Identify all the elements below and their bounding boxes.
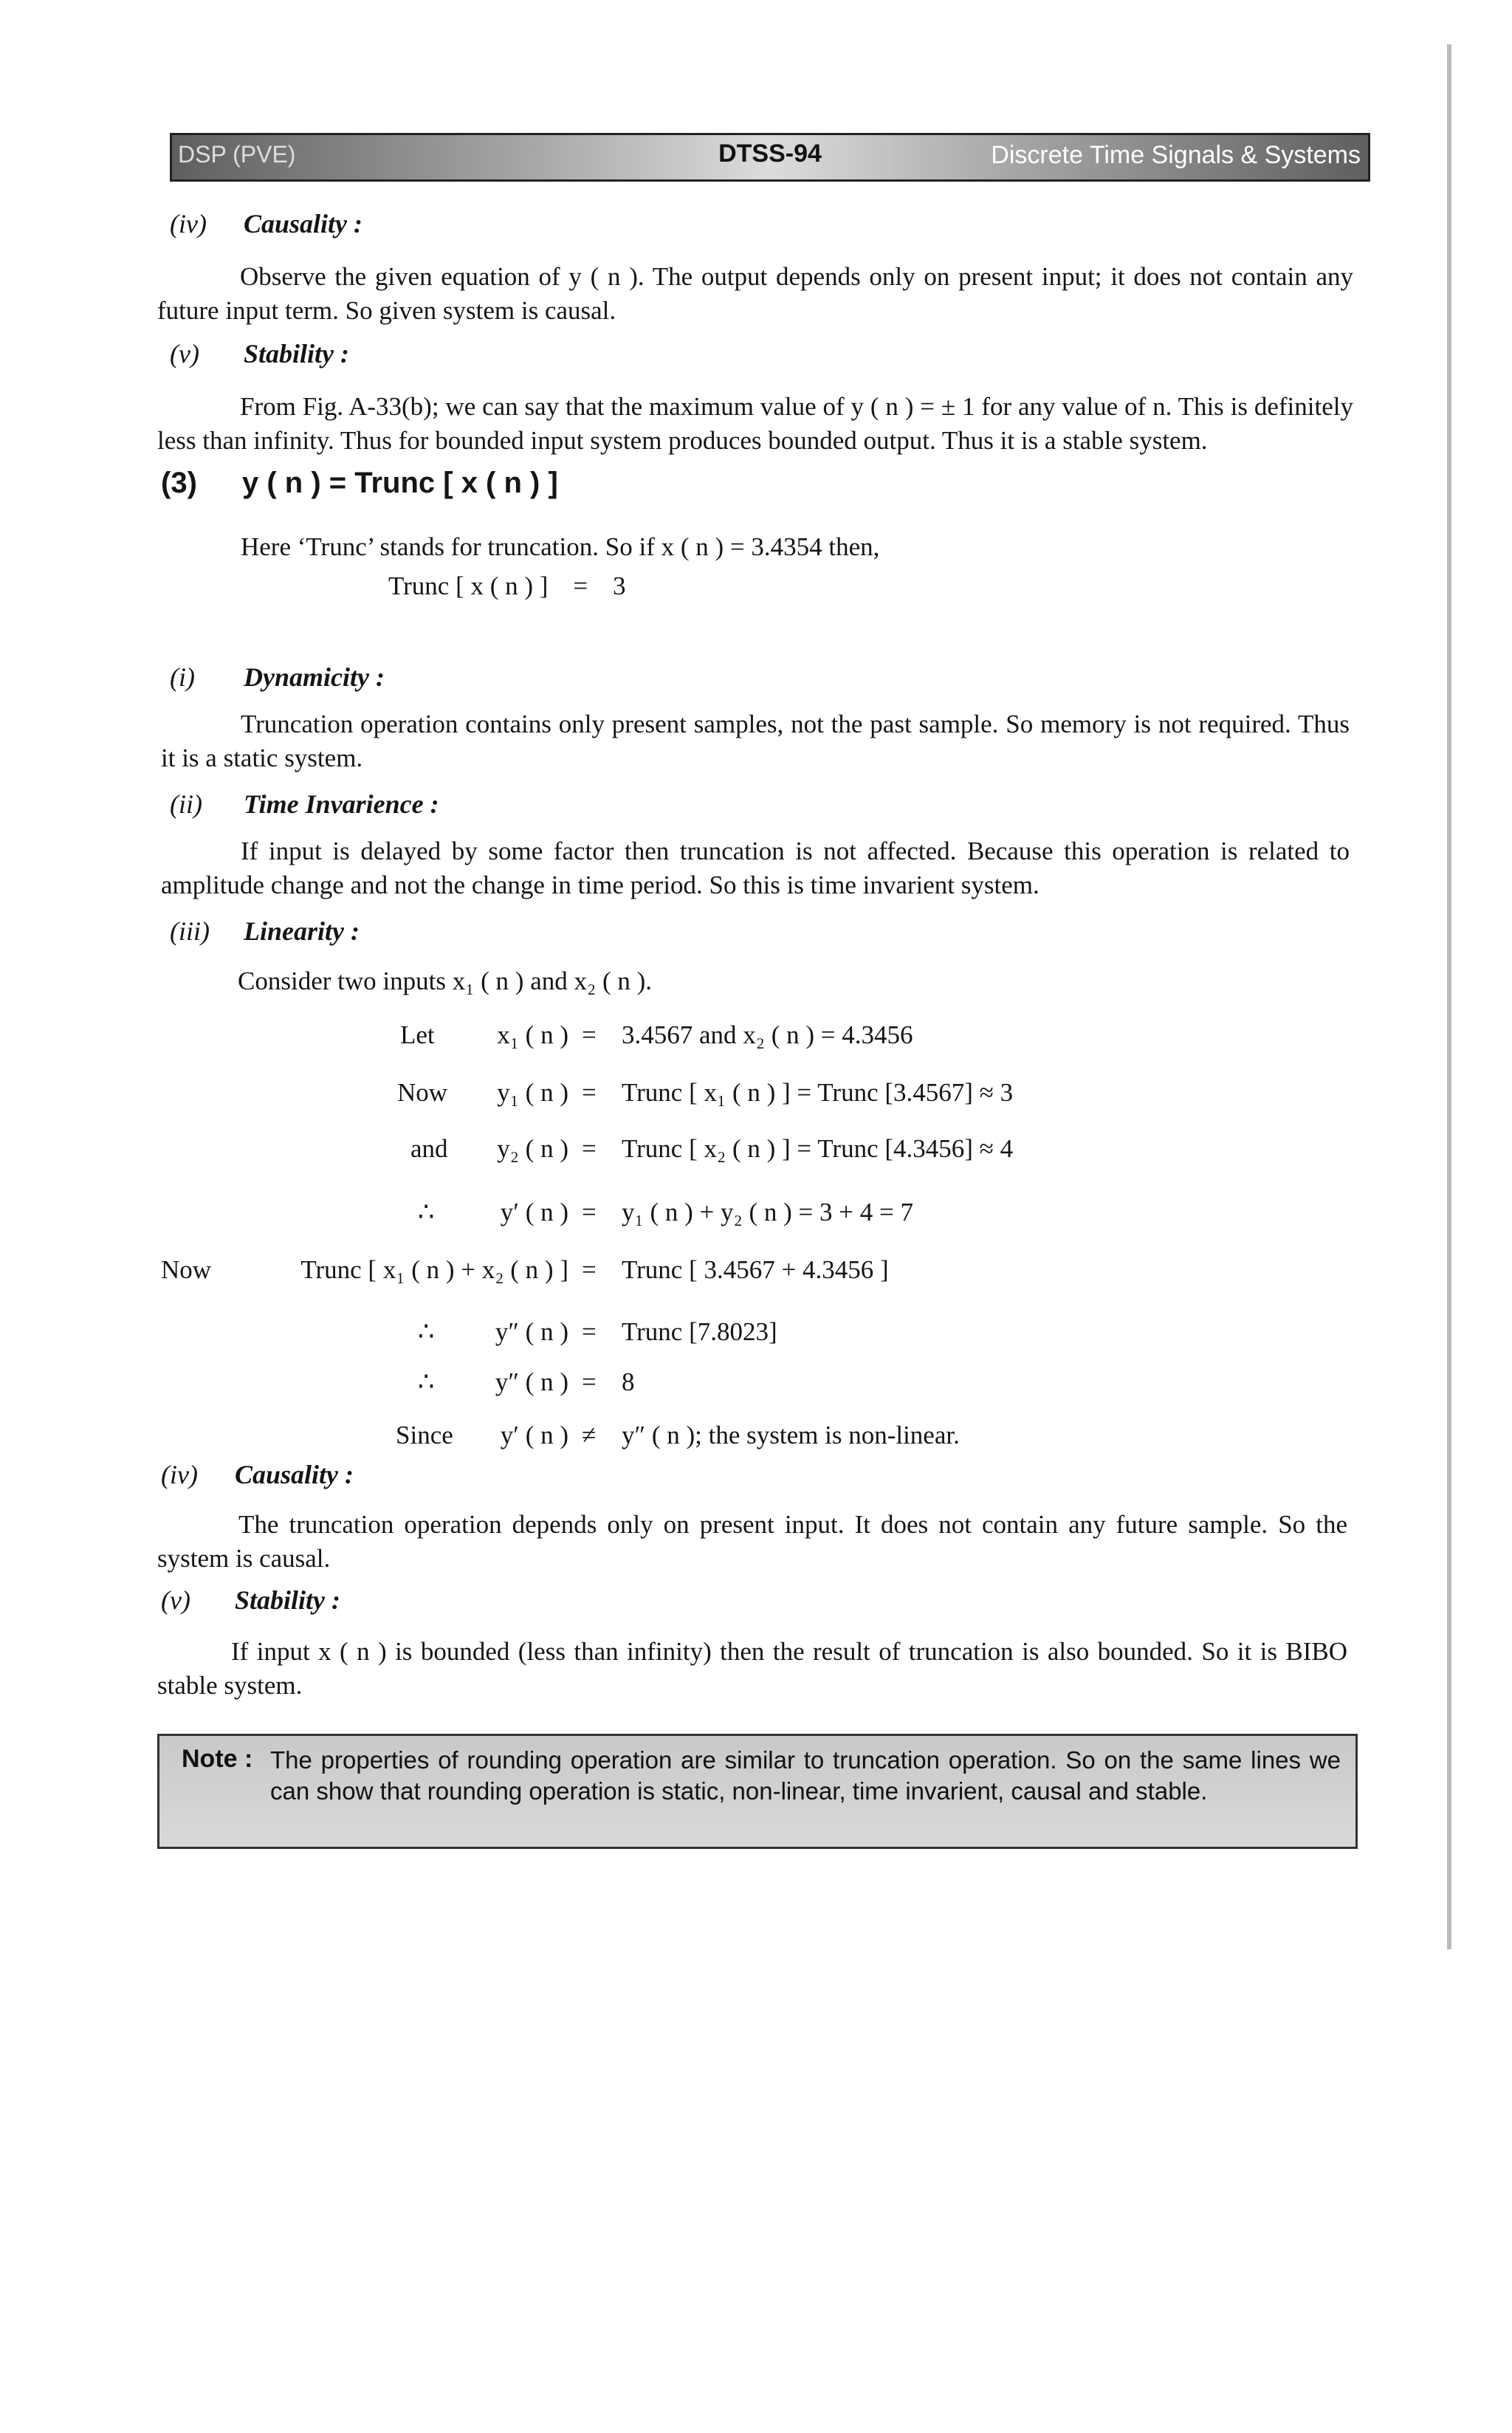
paragraph-trunc-intro: Here ‘Trunc’ stands for truncation. So if x ( n ) = 3.4354 then,	[241, 532, 880, 561]
binding-edge-decoration	[1447, 44, 1451, 1949]
page-header	[170, 133, 1370, 182]
paragraph-stability-3: If input x ( n ) is bounded (less than infinity) then the result of truncation is also bounded. So it is BIBO stable system.	[157, 1637, 1347, 1700]
paragraph-stability-2: From Fig. A-33(b); we can say that the maximum value of y ( n ) = ± 1 for any value of n. This is definitely less than infinity. Thus for bounded input system produces bounded output. Thus it is a stable system.	[157, 392, 1353, 455]
header-chapter-title: Discrete Time Signals & Systems	[991, 141, 1361, 169]
header-page-number: DTSS-94	[718, 140, 822, 168]
note-text: The properties of rounding operation are similar to truncation operation. So on the same lines we can show that rounding operation is static, non-linear, time invarient, causal and stable.	[270, 1746, 1341, 1805]
header-left-text: DSP (PVE)	[178, 141, 296, 168]
section-causality-3: (iv) Causality :	[161, 1460, 354, 1489]
paragraph-causality-3: The truncation operation depends only on present input. It does not contain any future sample. So the system is causal.	[157, 1510, 1347, 1573]
section-stability-3: (v) Stability :	[161, 1585, 340, 1615]
equation-trunc-example: Trunc [ x ( n ) ] = 3	[388, 572, 626, 600]
section-time-invariance: (ii) Time Invarience :	[170, 789, 439, 819]
note-box	[157, 1734, 1358, 1849]
paragraph-dynamicity: Truncation operation contains only present samples, not the past sample. So memory is not required. Thus it is a static system.	[161, 710, 1350, 772]
section-heading-3: (3) y ( n ) = Trunc [ x ( n ) ]	[161, 467, 558, 499]
section-linearity: (iii) Linearity :	[170, 916, 360, 946]
note-label: Note :	[182, 1745, 253, 1773]
section-stability-2: (v) Stability :	[170, 339, 349, 368]
paragraph-time-invariance: If input is delayed by some factor then truncation is not affected. Because this operation is related to amplitude change and not the change in time period. So this is time invarient system.	[161, 837, 1350, 899]
section-dynamicity: (i) Dynamicity :	[170, 662, 385, 692]
paragraph-linearity-intro: Consider two inputs x₁ ( n ) and x₂ ( n ).	[238, 967, 653, 995]
section-causality-2: (iv) Causality :	[170, 209, 363, 239]
paragraph-causality-2: Observe the given equation of y ( n ). The output depends only on present input; it does not contain any future input term. So given system is causal.	[157, 262, 1353, 325]
